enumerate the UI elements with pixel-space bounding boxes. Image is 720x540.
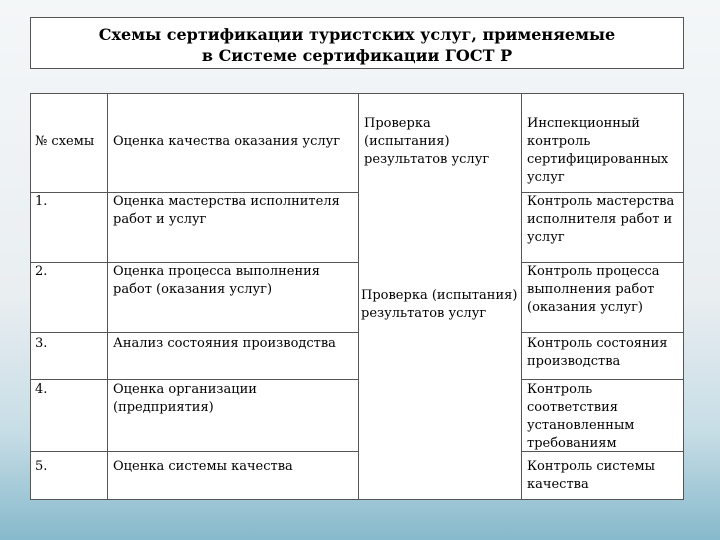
row-4-quality: Оценка организации (предприятия): [113, 382, 257, 415]
row-2-quality: Оценка процесса выполнения работ (оказания услуг): [113, 264, 320, 297]
row-5-inspection: Контроль системы качества: [527, 459, 655, 492]
row-4-number: 4.: [35, 382, 48, 397]
row-1-number: 1.: [35, 194, 48, 209]
merged-results-check: Проверка (испытания) результатов услуг: [361, 288, 518, 321]
title-line-1: Схемы сертификации туристских услуг, применяемые: [98, 25, 616, 44]
header-inspection-control: Инспекционный контроль сертифицированных услуг: [527, 116, 669, 185]
inspection-divider-3: [521, 332, 683, 333]
row-5-number: 5.: [35, 459, 48, 474]
col-divider-1: [107, 94, 108, 499]
inspection-divider-4: [521, 379, 683, 380]
row-1-quality: Оценка мастерства исполнителя работ и услуг: [113, 194, 340, 227]
header-scheme-number: № схемы: [35, 134, 95, 149]
row-4-inspection: Контроль соответствия установленным требованиям: [527, 382, 635, 451]
row-3-number: 3.: [35, 336, 48, 351]
certification-schemes-table: [30, 93, 684, 500]
row-5-quality: Оценка системы качества: [113, 459, 293, 474]
row-2-number: 2.: [35, 264, 48, 279]
header-quality-assessment: Оценка качества оказания услуг: [113, 134, 341, 149]
header-results-check: Проверка (испытания) результатов услуг: [364, 116, 490, 167]
col-divider-2: [358, 94, 359, 499]
row-1-inspection: Контроль мастерства исполнителя работ и услуг: [527, 194, 675, 245]
row-3-inspection: Контроль состояния производства: [527, 336, 668, 369]
slide-title: [30, 17, 684, 69]
row-3-quality: Анализ состояния производства: [113, 336, 336, 351]
row-divider-5: [31, 451, 358, 452]
row-2-inspection: Контроль процесса выполнения работ (оказания услуг): [527, 264, 660, 315]
row-divider-3: [31, 332, 358, 333]
row-divider-4: [31, 379, 358, 380]
title-line-2: в Системе сертификации ГОСТ Р: [201, 46, 513, 65]
